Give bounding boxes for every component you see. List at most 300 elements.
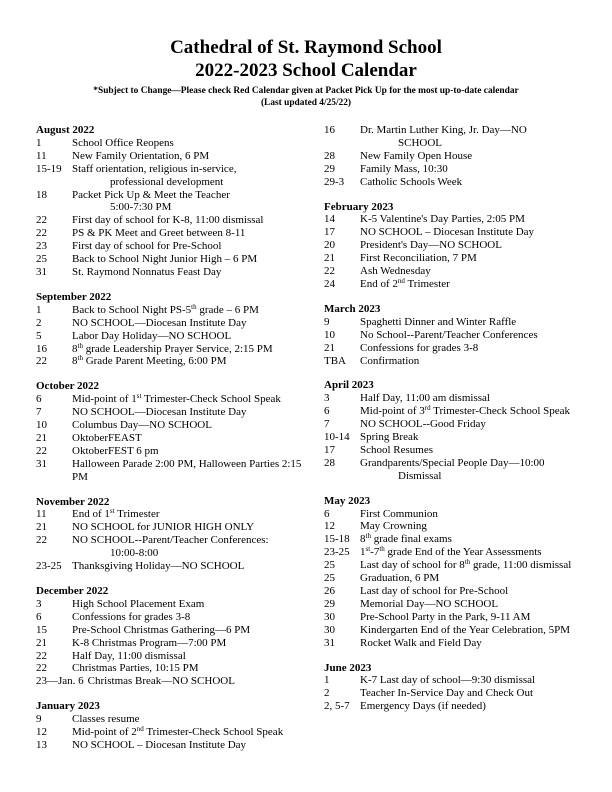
entry-event	[360, 163, 582, 176]
calendar-entry	[36, 445, 308, 458]
calendar-entry	[324, 624, 582, 637]
entry-date: 15	[36, 623, 47, 636]
calendar-entry	[36, 406, 308, 419]
entry-date: 14	[324, 213, 335, 226]
right-column	[324, 124, 582, 725]
entry-event	[72, 624, 308, 637]
calendar-entry	[324, 163, 582, 176]
calendar-entry	[36, 662, 308, 675]
event-text: Graduation, 6 PM	[360, 572, 440, 585]
entry-event	[360, 124, 582, 150]
entry-event	[360, 520, 582, 533]
event-text: grade final exams	[370, 533, 452, 546]
entry-event	[360, 329, 582, 342]
event-text: Back to School Night PS-5	[72, 303, 192, 316]
event-text: grade End of the Year Assessments	[384, 546, 542, 559]
event-text: Trimester-Check School Speak	[141, 393, 281, 406]
entry-event	[72, 317, 308, 330]
calendar-entry	[324, 392, 582, 405]
entry-event	[360, 559, 582, 572]
calendar-entry	[36, 227, 308, 240]
event-text: Labor Day Holiday—NO SCHOOL	[72, 329, 232, 342]
entry-event	[88, 675, 308, 688]
event-text: First Reconciliation, 7 PM	[360, 252, 477, 265]
event-text: K-7 Last day of school—9:30 dismissal	[360, 674, 536, 687]
event-text: Family Mass, 10:30	[360, 162, 448, 175]
calendar-entry	[36, 458, 308, 484]
entry-event	[360, 265, 582, 278]
calendar-entry	[324, 265, 582, 278]
entry-date: 26	[324, 585, 335, 597]
entry-date: 22	[36, 662, 47, 675]
calendar-entry	[324, 520, 582, 533]
event-text: Halloween Parade 2:00 PM, Halloween Parties 2:15 PM	[72, 457, 302, 483]
calendar-entry	[324, 611, 582, 624]
event-text: Trimester	[404, 277, 450, 290]
entry-date: 28	[324, 149, 335, 162]
event-text: Mid-point of 2	[72, 726, 137, 739]
event-text: Half Day, 11:00 dismissal	[72, 649, 186, 662]
entry-event	[72, 534, 308, 560]
calendar-entry	[324, 508, 582, 521]
school-name: Cathedral of St. Raymond School	[170, 37, 442, 58]
entry-event	[72, 304, 308, 317]
event-text: NO SCHOOL—Diocesan Institute Day	[72, 316, 247, 329]
event-text: K-5 Valentine's Day Parties, 2:05 PM	[360, 213, 525, 226]
event-text: Columbus Day—NO SCHOOL	[72, 419, 212, 432]
event-text: NO SCHOOL--Parent/Teacher Conferences:	[72, 534, 269, 547]
event-text: School Resumes	[360, 443, 434, 456]
entry-event	[360, 508, 582, 521]
event-text: Classes resume	[72, 713, 140, 726]
event-text: First Communion	[360, 507, 438, 520]
entry-event	[72, 508, 308, 521]
calendar-entry	[36, 611, 308, 624]
entry-event	[72, 739, 308, 752]
event-text: Emergency Days (if needed)	[360, 700, 486, 713]
entry-date: 11	[36, 508, 47, 521]
event-text: grade – 6 PM	[196, 303, 259, 316]
event-text: Confessions for grades 3-8	[360, 341, 479, 354]
entry-date: 22	[36, 444, 47, 457]
entry-event	[72, 393, 308, 406]
calendar-entry	[324, 559, 582, 572]
calendar-entry	[324, 176, 582, 189]
entry-date: 9	[324, 315, 330, 328]
calendar-entry	[324, 637, 582, 650]
calendar-entry	[36, 739, 308, 752]
month-heading: December 2022	[36, 585, 109, 597]
entry-date: 2, 5-7	[324, 700, 350, 713]
entry-event	[360, 392, 582, 405]
entry-date: 13	[36, 738, 47, 751]
calendar-entry	[36, 726, 308, 739]
entry-date: 15-18	[324, 533, 350, 546]
calendar-entry	[324, 342, 582, 355]
entry-date: 16	[36, 342, 47, 355]
event-text: New Family Orientation, 6 PM	[72, 149, 210, 162]
entry-date: 16	[324, 124, 335, 136]
entry-event	[72, 330, 308, 343]
entry-event	[72, 445, 308, 458]
event-text: Grandparents/Special People Day—10:00	[360, 456, 545, 469]
event-text: Christmas Parties, 10:15 PM	[72, 662, 199, 675]
calendar-entry	[324, 150, 582, 163]
entry-date: 1	[36, 136, 42, 149]
calendar-entry	[324, 687, 582, 700]
entry-event	[360, 431, 582, 444]
entry-date: 6	[36, 610, 42, 623]
entry-event	[360, 585, 582, 598]
entry-event	[72, 419, 308, 432]
calendar-entry	[36, 521, 308, 534]
calendar-entry	[324, 546, 582, 559]
entry-event	[72, 521, 308, 534]
entry-event	[72, 266, 308, 279]
entry-date: 3	[324, 392, 330, 405]
event-text: NO SCHOOL--Good Friday	[360, 418, 486, 431]
entry-event	[360, 342, 582, 355]
entry-event	[72, 137, 308, 150]
entry-date: 6	[324, 405, 330, 418]
calendar-entry	[324, 278, 582, 291]
event-text: 1	[360, 546, 366, 559]
event-text: May Crowning	[360, 520, 427, 533]
calendar-header	[0, 36, 612, 109]
event-text: Ash Wednesday	[360, 265, 431, 278]
event-text: High School Placement Exam	[72, 597, 205, 610]
month-section	[36, 380, 308, 483]
event-text: Last day of school for 8	[360, 559, 465, 572]
event-text: Kindergarten End of the Year Celebration, 5PM	[360, 623, 570, 636]
event-text: -7	[370, 546, 380, 559]
entry-event	[72, 163, 308, 189]
calendar-entry	[324, 316, 582, 329]
entry-event	[360, 598, 582, 611]
event-text: Confessions for grades 3-8	[72, 610, 191, 623]
entry-date: 23—Jan. 6	[36, 675, 84, 688]
ordinal-suffix: th	[379, 545, 385, 554]
calendar-entry	[324, 329, 582, 342]
event-continuation: Dismissal	[398, 469, 442, 482]
event-text: 8	[72, 342, 78, 355]
entry-date: 25	[324, 572, 335, 585]
month-section	[36, 585, 308, 688]
event-text: Last day of school for Pre-School	[360, 585, 509, 597]
event-text: Spring Break	[360, 431, 419, 444]
entry-event	[360, 252, 582, 265]
entry-date: 28	[324, 456, 335, 469]
month-heading: November 2022	[36, 495, 110, 508]
ordinal-suffix: th	[365, 532, 371, 541]
entry-date: 6	[324, 507, 330, 520]
entry-event	[72, 662, 308, 675]
entry-event	[360, 611, 582, 624]
calendar-entry	[324, 585, 582, 598]
event-text: OktoberFEAST	[72, 431, 142, 444]
event-text: Catholic Schools Week	[360, 175, 463, 188]
entry-date: 3	[36, 597, 42, 610]
calendar-entry	[36, 650, 308, 663]
entry-date: 1	[324, 674, 330, 687]
event-text: Half Day, 11:00 am dismissal	[360, 392, 490, 405]
entry-date: 7	[324, 418, 330, 431]
ordinal-suffix: th	[77, 354, 83, 363]
calendar-entry	[324, 355, 582, 368]
entry-date: 15-19	[36, 162, 62, 175]
event-text: Staff orientation, religious in-service,	[72, 162, 237, 175]
calendar-entry	[324, 598, 582, 611]
calendar-entry	[324, 572, 582, 585]
entry-date: 22	[36, 649, 47, 662]
calendar-entry	[324, 674, 582, 687]
event-continuation: 10:00-8:00	[110, 547, 159, 560]
calendar-entry	[36, 317, 308, 330]
entry-date: 9	[36, 713, 42, 726]
entry-event	[72, 240, 308, 253]
entry-date: 25	[324, 559, 335, 572]
event-text: End of 2	[360, 277, 398, 290]
left-column	[36, 124, 308, 764]
calendar-entry	[324, 124, 582, 150]
month-section	[324, 379, 582, 482]
entry-date: 24	[324, 277, 335, 290]
event-text: President's Day—NO SCHOOL	[360, 239, 502, 252]
change-notice: *Subject to Change—Please check Red Calendar given at Packet Pick Up for the most up-to-date calendar	[93, 86, 519, 96]
entry-date: 21	[36, 431, 47, 444]
entry-date: 23-25	[324, 546, 350, 559]
month-section	[324, 662, 582, 714]
calendar-entry	[36, 534, 308, 560]
event-text: Grade Parent Meeting, 6:00 PM	[82, 355, 227, 368]
entry-date: 7	[36, 406, 42, 419]
entry-event	[72, 355, 308, 368]
month-heading: August 2022	[36, 124, 95, 136]
month-heading: April 2023	[324, 379, 374, 392]
calendar-entry	[324, 418, 582, 431]
event-text: Mid-point of 3	[360, 405, 425, 418]
calendar-title: 2022-2023 School Calendar	[195, 60, 417, 81]
ordinal-suffix: rd	[424, 404, 431, 413]
event-text: No School--Parent/Teacher Conferences	[360, 328, 538, 341]
ordinal-suffix: st	[109, 507, 115, 516]
month-section	[324, 495, 582, 650]
entry-date: 17	[324, 443, 335, 456]
event-text: Trimester	[114, 508, 160, 521]
event-text: grade, 11:00 dismissal	[470, 559, 572, 572]
event-continuation: SCHOOL	[398, 136, 443, 149]
calendar-entry	[36, 675, 308, 688]
last-updated: (Last updated 4/25/22)	[260, 98, 352, 108]
entry-date: 20	[324, 239, 335, 252]
event-text: NO SCHOOL—Diocesan Institute Day	[72, 406, 247, 419]
ordinal-suffix: st	[365, 545, 371, 554]
entry-event	[360, 624, 582, 637]
entry-date: 29-3	[324, 175, 345, 188]
entry-event	[360, 278, 582, 291]
event-text: Thanksgiving Holiday—NO SCHOOL	[72, 560, 245, 573]
month-section	[324, 201, 582, 291]
event-text: Mid-point of 1	[72, 393, 137, 406]
calendar-entry	[36, 266, 308, 279]
entry-date: 30	[324, 610, 335, 623]
event-text: Teacher In-Service Day and Check Out	[360, 687, 534, 700]
entry-date: 29	[324, 162, 335, 175]
event-text: NO SCHOOL – Diocesan Institute Day	[72, 738, 247, 751]
month-heading: January 2023	[36, 700, 100, 713]
entry-date: 11	[36, 149, 47, 162]
month-heading: February 2023	[324, 200, 394, 213]
entry-event	[360, 316, 582, 329]
entry-date: 31	[36, 265, 47, 278]
entry-date: 10	[324, 328, 335, 341]
event-text: New Family Open House	[360, 149, 473, 162]
event-text: PS & PK Meet and Greet between 8-11	[72, 227, 246, 240]
event-continuation: professional development	[110, 175, 224, 188]
entry-date: 22	[36, 227, 47, 240]
calendar-entry	[36, 253, 308, 266]
entry-event	[360, 150, 582, 163]
calendar-entry	[36, 713, 308, 726]
entry-date: 5	[36, 329, 42, 342]
event-text: NO SCHOOL for JUNIOR HIGH ONLY	[72, 521, 255, 534]
event-text: School Office Reopens	[72, 136, 174, 149]
event-text: End of 1	[72, 508, 110, 521]
entry-date: 2	[36, 316, 42, 329]
event-text: Memorial Day—NO SCHOOL	[360, 597, 499, 610]
entry-event	[72, 560, 308, 573]
event-text: Christmas Break—NO SCHOOL	[87, 675, 235, 688]
entry-event	[72, 611, 308, 624]
calendar-entry	[36, 560, 308, 573]
entry-date: 18	[36, 188, 47, 201]
entry-event	[360, 700, 582, 713]
calendar-entry	[36, 189, 308, 215]
event-text: First day of school for K-8, 11:00 dismissal	[72, 214, 264, 227]
entry-date: 17	[324, 226, 335, 239]
entry-date: 29	[324, 597, 335, 610]
calendar-entry	[324, 252, 582, 265]
entry-event	[360, 444, 582, 457]
entry-date: 2	[324, 687, 330, 700]
event-text: Trimester-Check School Speak	[143, 726, 284, 739]
entry-date: 10	[36, 419, 47, 432]
entry-event	[72, 150, 308, 163]
calendar-entry	[324, 226, 582, 239]
entry-event	[72, 432, 308, 445]
entry-event	[72, 637, 308, 650]
calendar-entry	[324, 431, 582, 444]
entry-date: 21	[324, 252, 335, 265]
entry-event	[72, 650, 308, 663]
event-text: grade Leadership Prayer Service, 2:15 PM	[82, 342, 273, 355]
event-text: 8	[360, 533, 366, 546]
entry-date: 21	[36, 636, 47, 649]
calendar-entry	[324, 444, 582, 457]
entry-date: 30	[324, 623, 335, 636]
month-section	[36, 700, 308, 752]
entry-date: TBA	[324, 354, 346, 367]
event-text: Back to School Night Junior High – 6 PM	[72, 253, 258, 266]
ordinal-suffix: st	[136, 392, 142, 401]
calendar-entry	[36, 624, 308, 637]
entry-event	[360, 572, 582, 585]
month-section	[324, 303, 582, 368]
entry-date: 22	[36, 355, 47, 368]
event-text: Confirmation	[360, 354, 420, 367]
entry-event	[72, 214, 308, 227]
calendar-entry	[36, 214, 308, 227]
entry-date: 21	[36, 521, 47, 534]
entry-date: 12	[324, 520, 335, 533]
entry-event	[72, 253, 308, 266]
event-text: OktoberFEST 6 pm	[72, 444, 159, 457]
event-text: Pre-School Party in the Park, 9-11 AM	[360, 610, 531, 623]
entry-event	[360, 457, 582, 483]
entry-event	[360, 176, 582, 189]
entry-event	[72, 713, 308, 726]
calendar-entry	[324, 533, 582, 546]
entry-event	[360, 418, 582, 431]
entry-date: 1	[36, 303, 42, 316]
entry-date: 10-14	[324, 431, 350, 444]
ordinal-suffix: nd	[136, 725, 144, 734]
ordinal-suffix: th	[191, 302, 197, 311]
entry-date: 6	[36, 393, 42, 406]
entry-date: 23	[36, 240, 47, 253]
calendar-entry	[324, 700, 582, 713]
entry-event	[72, 458, 308, 484]
entry-event	[72, 406, 308, 419]
entry-event	[360, 637, 582, 650]
entry-date: 25	[36, 253, 47, 266]
calendar-entry	[36, 163, 308, 189]
entry-event	[360, 355, 582, 368]
entry-event	[72, 189, 308, 215]
entry-event	[360, 687, 582, 700]
calendar-entry	[324, 405, 582, 418]
event-text: Trimester-Check School Speak	[430, 405, 571, 418]
entry-event	[72, 343, 308, 356]
calendar-entry	[36, 432, 308, 445]
event-text: NO SCHOOL – Diocesan Institute Day	[360, 226, 535, 239]
entry-event	[360, 674, 582, 687]
month-section	[324, 124, 582, 189]
entry-event	[360, 533, 582, 546]
entry-event	[360, 405, 582, 418]
entry-event	[360, 239, 582, 252]
ordinal-suffix: nd	[397, 276, 405, 285]
entry-date: 22	[324, 265, 335, 278]
month-section	[36, 124, 308, 279]
event-text: First day of school for Pre-School	[72, 240, 222, 253]
entry-event	[360, 546, 582, 559]
calendar-entry	[36, 150, 308, 163]
entry-event	[72, 726, 308, 739]
event-text: St. Raymond Nonnatus Feast Day	[72, 265, 222, 278]
month-heading: September 2022	[36, 290, 112, 303]
event-text: Packet Pick Up & Meet the Teacher	[72, 188, 230, 201]
entry-date: 31	[36, 457, 47, 470]
event-text: Spaghetti Dinner and Winter Raffle	[360, 315, 517, 328]
month-heading: October 2022	[36, 380, 100, 393]
calendar-entry	[36, 355, 308, 368]
event-text: K-8 Christmas Program—7:00 PM	[72, 636, 227, 649]
entry-event	[360, 226, 582, 239]
month-heading: May 2023	[324, 494, 371, 507]
ordinal-suffix: th	[464, 558, 471, 567]
ordinal-suffix: th	[77, 341, 83, 350]
